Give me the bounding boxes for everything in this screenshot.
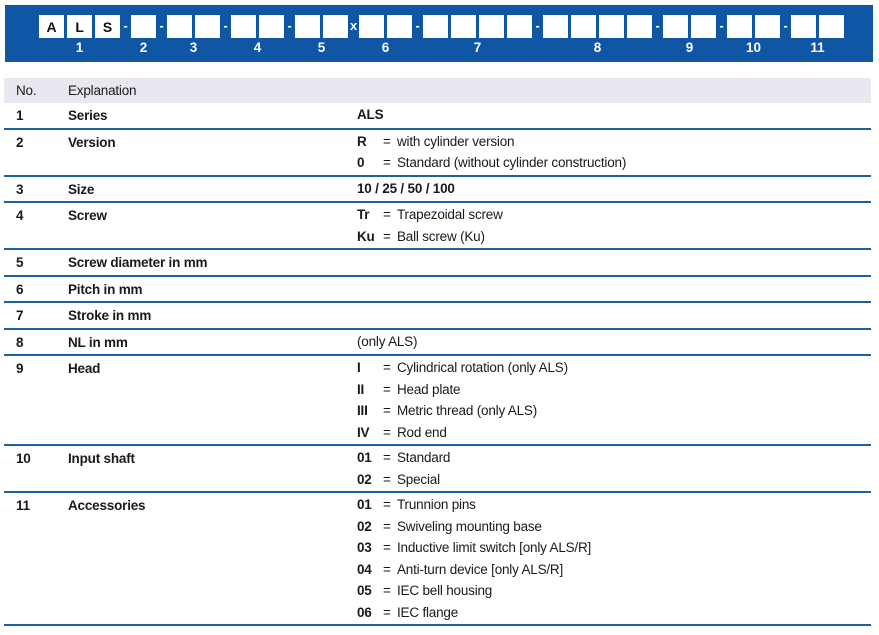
- table-row-11: [4, 493, 871, 626]
- code-box-empty: [571, 15, 596, 38]
- code-box-row: [727, 15, 780, 38]
- row-values: [357, 331, 871, 353]
- value-code: Ku: [357, 228, 375, 244]
- row-label: Pitch in mm: [68, 281, 143, 297]
- order-code-band: [5, 5, 873, 62]
- equals-sign: =: [383, 540, 391, 555]
- value-code: III: [357, 403, 368, 418]
- code-group-7: [423, 15, 532, 55]
- equals-sign: =: [383, 381, 391, 397]
- value-text: (only ALS): [357, 333, 418, 349]
- equals-sign: =: [383, 583, 391, 598]
- dash-separator: -: [159, 18, 164, 33]
- group-number: 1: [75, 40, 84, 55]
- group-number: 9: [685, 40, 694, 55]
- code-box-empty: [791, 15, 816, 38]
- value-line: [357, 537, 871, 559]
- code-group-4: [231, 15, 284, 55]
- row-number: 8: [16, 334, 24, 350]
- code-group-5: [295, 15, 348, 55]
- row-label: Input shaft: [68, 451, 135, 466]
- row-label: NL in mm: [68, 334, 128, 350]
- group-number: 5: [317, 40, 326, 55]
- table-row-2: [4, 130, 871, 177]
- explanation-table: [4, 78, 871, 626]
- value-code: I: [357, 360, 361, 375]
- table-row-9: [4, 356, 871, 446]
- value-description: IEC bell housing: [397, 583, 493, 598]
- row-number: 4: [16, 208, 24, 223]
- value-description: Standard (without cylinder construction): [397, 155, 627, 170]
- code-box-empty: [195, 15, 220, 38]
- value-line: [357, 559, 871, 581]
- code-box-row: [39, 15, 120, 38]
- row-values: [357, 104, 871, 126]
- row-label: Stroke in mm: [68, 308, 152, 323]
- code-box-empty: [663, 15, 688, 38]
- equals-sign: =: [383, 561, 391, 577]
- code-box-row: [131, 15, 156, 38]
- value-description: Rod end: [397, 424, 447, 440]
- row-number: 5: [16, 255, 24, 270]
- row-label: Accessories: [68, 498, 146, 513]
- value-line: [357, 400, 871, 422]
- table-row-5: [4, 250, 871, 277]
- value-code: 03: [357, 540, 372, 555]
- code-box-empty: [691, 15, 716, 38]
- column-header-explanation: Explanation: [68, 83, 137, 98]
- value-text: ALS: [357, 107, 384, 122]
- value-line: [357, 152, 871, 174]
- value-line: [357, 379, 871, 401]
- value-line: [357, 357, 871, 379]
- code-group-8: [543, 15, 652, 55]
- group-number: 8: [593, 40, 602, 55]
- value-line: [357, 469, 871, 491]
- value-code: 04: [357, 561, 372, 577]
- code-box-empty: [819, 15, 844, 38]
- value-description: Trapezoidal screw: [397, 207, 503, 222]
- dash-separator: -: [655, 18, 660, 33]
- code-box-empty: [727, 15, 752, 38]
- code-box-row: [231, 15, 284, 38]
- code-box-empty: [231, 15, 256, 38]
- value-description: with cylinder version: [397, 133, 515, 149]
- code-box-empty: [543, 15, 568, 38]
- value-line: [357, 331, 871, 353]
- table-row-3: [4, 177, 871, 204]
- code-box-letter: S: [95, 15, 120, 38]
- value-code: 05: [357, 583, 372, 598]
- row-values: [357, 131, 871, 174]
- value-code: 02: [357, 518, 372, 534]
- group-number: 11: [810, 40, 825, 55]
- dash-separator: -: [719, 18, 724, 33]
- code-box-empty: [295, 15, 320, 38]
- code-group-9: [663, 15, 716, 55]
- code-box-empty: [323, 15, 348, 38]
- row-values: [357, 447, 871, 490]
- code-box-empty: [259, 15, 284, 38]
- group-number: 4: [253, 40, 262, 55]
- value-line: [357, 226, 871, 248]
- code-box-empty: [131, 15, 156, 38]
- code-box-empty: [167, 15, 192, 38]
- dash-separator: -: [223, 18, 228, 33]
- row-number: 9: [16, 361, 24, 376]
- code-group-2: [131, 15, 156, 55]
- x-separator: x: [349, 18, 358, 33]
- table-header-row: [4, 78, 871, 103]
- value-description: IEC flange: [397, 604, 459, 620]
- code-box-empty: [359, 15, 384, 38]
- code-group-10: [727, 15, 780, 55]
- value-code: II: [357, 381, 365, 397]
- row-values: [357, 494, 871, 623]
- equals-sign: =: [383, 424, 391, 440]
- value-description: Trunnion pins: [397, 497, 476, 512]
- value-code: R: [357, 133, 367, 149]
- value-line: [357, 104, 871, 126]
- value-line: [357, 447, 871, 469]
- code-box-row: [359, 15, 412, 38]
- group-number: 2: [139, 40, 148, 55]
- row-number: 2: [16, 134, 24, 150]
- value-description: Inductive limit switch [only ALS/R]: [397, 540, 592, 555]
- row-label: Size: [68, 181, 95, 197]
- equals-sign: =: [383, 497, 391, 512]
- value-code: IV: [357, 424, 370, 440]
- group-number: 7: [473, 40, 482, 55]
- row-label: Series: [68, 108, 108, 123]
- equals-sign: =: [383, 403, 391, 418]
- equals-sign: =: [383, 518, 391, 534]
- code-box-empty: [423, 15, 448, 38]
- group-number: 10: [745, 40, 762, 55]
- value-text: 10 / 25 / 50 / 100: [357, 180, 455, 196]
- row-number: 3: [16, 181, 24, 197]
- table-row-7: [4, 303, 871, 330]
- row-number: 10: [16, 451, 31, 466]
- equals-sign: =: [383, 228, 391, 244]
- value-line: [357, 422, 871, 444]
- table-row-10: [4, 446, 871, 493]
- row-values: [357, 178, 871, 200]
- equals-sign: =: [383, 471, 391, 487]
- value-description: Head plate: [397, 381, 461, 397]
- row-label: Head: [68, 361, 101, 376]
- code-group-6: [359, 15, 412, 55]
- dash-separator: -: [535, 18, 540, 33]
- value-description: Metric thread (only ALS): [397, 403, 538, 418]
- page: [0, 5, 879, 626]
- code-box-empty: [755, 15, 780, 38]
- value-line: [357, 602, 871, 624]
- value-code: 06: [357, 604, 372, 620]
- value-line: [357, 516, 871, 538]
- equals-sign: =: [383, 360, 391, 375]
- code-group-11: [791, 15, 844, 55]
- value-line: [357, 580, 871, 602]
- value-description: Cylindrical rotation (only ALS): [397, 360, 568, 375]
- table-row-1: [4, 103, 871, 130]
- code-box-letter: A: [39, 15, 64, 38]
- equals-sign: =: [383, 133, 391, 149]
- value-line: [357, 204, 871, 226]
- code-box-row: [167, 15, 220, 38]
- equals-sign: =: [383, 450, 391, 465]
- code-box-empty: [627, 15, 652, 38]
- value-description: Ball screw (Ku): [397, 228, 485, 244]
- value-description: Standard: [397, 450, 451, 465]
- dash-separator: -: [415, 18, 420, 33]
- value-code: 01: [357, 497, 372, 512]
- code-box-row: [295, 15, 348, 38]
- code-box-empty: [387, 15, 412, 38]
- table-row-8: [4, 330, 871, 357]
- value-code: Tr: [357, 207, 370, 222]
- row-label: Version: [68, 134, 116, 150]
- code-box-empty: [451, 15, 476, 38]
- code-box-row: [663, 15, 716, 38]
- dash-separator: -: [123, 18, 128, 33]
- code-group-3: [167, 15, 220, 55]
- table-body: [4, 103, 871, 626]
- row-number: 11: [16, 498, 30, 513]
- value-line: [357, 178, 871, 200]
- equals-sign: =: [383, 604, 391, 620]
- row-values: [357, 204, 871, 247]
- value-description: Special: [397, 471, 440, 487]
- value-line: [357, 131, 871, 153]
- row-values: [357, 357, 871, 443]
- code-box-row: [791, 15, 844, 38]
- code-box-row: [543, 15, 652, 38]
- row-label: Screw diameter in mm: [68, 255, 208, 270]
- value-description: Swiveling mounting base: [397, 518, 542, 534]
- row-number: 7: [16, 308, 24, 323]
- column-header-no: No.: [16, 83, 37, 98]
- group-number: 6: [381, 40, 390, 55]
- dash-separator: -: [287, 18, 292, 33]
- code-box-empty: [599, 15, 624, 38]
- value-code: 02: [357, 471, 372, 487]
- value-code: 0: [357, 155, 365, 170]
- code-box-empty: [479, 15, 504, 38]
- value-description: Anti-turn device [only ALS/R]: [397, 561, 564, 577]
- group-number: 3: [189, 40, 198, 55]
- equals-sign: =: [383, 155, 391, 170]
- row-label: Screw: [68, 208, 107, 223]
- value-line: [357, 494, 871, 516]
- row-number: 6: [16, 281, 24, 297]
- value-code: 01: [357, 450, 372, 465]
- table-row-6: [4, 277, 871, 304]
- equals-sign: =: [383, 207, 391, 222]
- row-number: 1: [16, 108, 24, 123]
- code-group-1: [39, 15, 120, 55]
- code-box-row: [423, 15, 532, 38]
- code-box-letter: L: [67, 15, 92, 38]
- code-box-empty: [507, 15, 532, 38]
- table-row-4: [4, 203, 871, 250]
- dash-separator: -: [783, 18, 788, 33]
